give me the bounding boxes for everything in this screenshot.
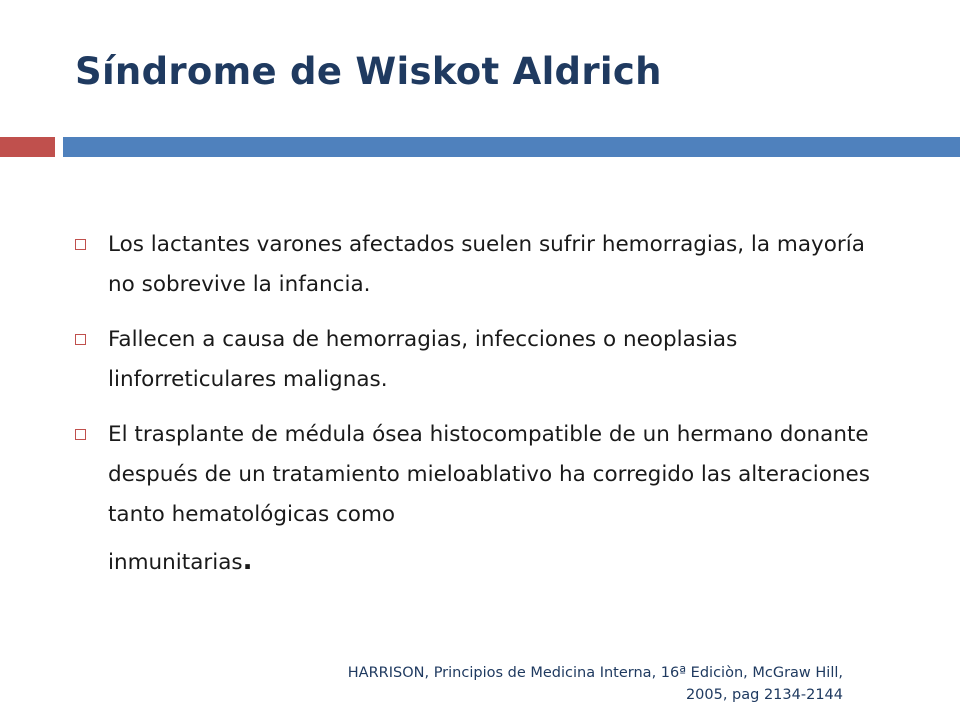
bullet-text-tail [108,541,890,583]
slide-title: Síndrome de Wiskot Aldrich [75,50,662,93]
bullet-tail-period: . [242,546,253,576]
hollow-square-bullet-icon [75,239,86,250]
bullet-text: Fallecen a causa de hemorragias, infecciones o neoplasias linforreticulares malignas. [108,327,738,392]
bullet-text: El trasplante de médula ósea histocompatible de un hermano donante después de un tratamiento mieloablativo ha corregido las alteraciones tanto hematológicas como [108,422,870,527]
bullet-list [75,225,890,598]
bullet-tail-word: inmunitarias [108,550,243,575]
citation-line-2: 2005, pag 2134-2144 [685,687,843,703]
hollow-square-bullet-icon [75,334,86,345]
bullet-item [75,415,890,583]
bullet-text: Los lactantes varones afectados suelen sufrir hemorragias, la mayoría no sobrevive la infancia. [108,232,865,297]
citation [283,662,843,706]
bullet-item [75,320,890,400]
bullet-item [75,225,890,305]
hollow-square-bullet-icon [75,429,86,440]
accent-bar-red [0,137,55,157]
accent-bar-blue [63,137,960,157]
citation-line-1: HARRISON, Principios de Medicina Interna, 16ª Ediciòn, McGraw Hill, [347,665,843,681]
